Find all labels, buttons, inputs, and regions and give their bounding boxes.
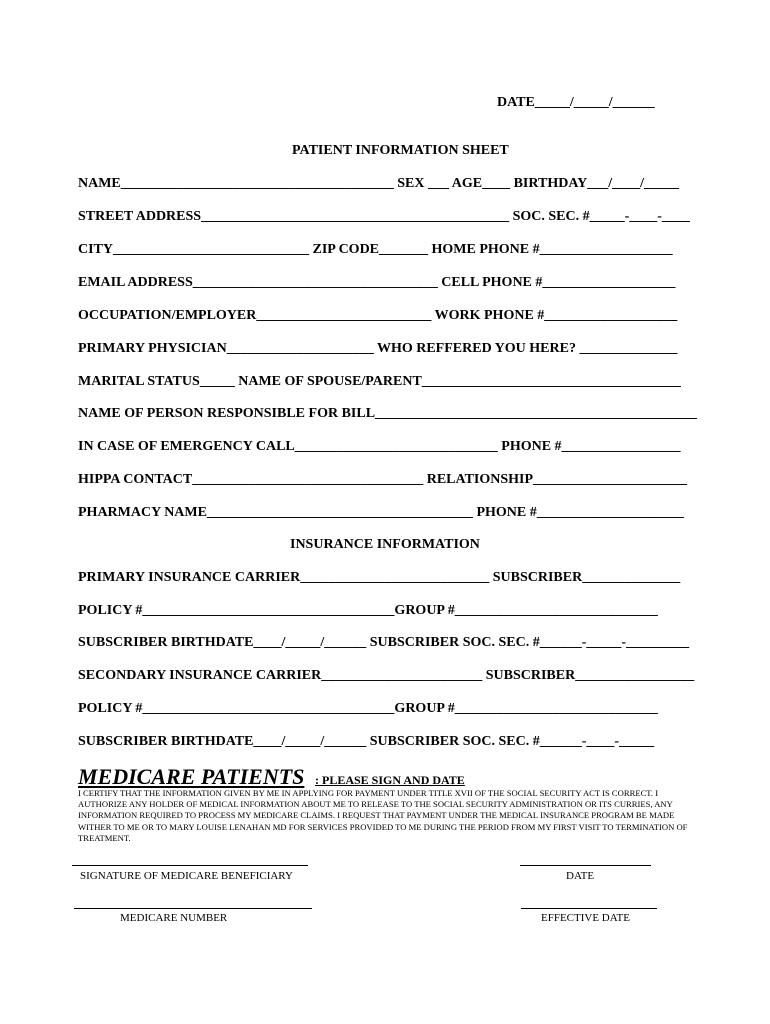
street-address-ssn-field[interactable]: STREET ADDRESS____________________________________________ SOC. SEC. #_____-____-____ <box>78 209 690 224</box>
responsible-party-field[interactable]: NAME OF PERSON RESPONSIBLE FOR BILL______________________________________________ <box>78 406 698 421</box>
physician-referral-field[interactable]: PRIMARY PHYSICIAN_____________________ WHO REFFERED YOU HERE? ______________ <box>78 341 678 356</box>
medicare-number-line[interactable] <box>74 908 312 909</box>
page-title: PATIENT INFORMATION SHEET <box>292 143 509 158</box>
certification-text: I CERTIFY THAT THE INFORMATION GIVEN BY ME IN APPLYING FOR PAYMENT UNDER TITLE XVII OF THE SOCIAL SECURITY ACT IS CORRECT. I AUTHORIZE ANY HOLDER OF MEDICAL INFORMATION ABOUT ME TO RELEASE TO THE SOCIAL SECURITY ADMINISTRATION OR ITS CURRIES, ANY INFORMATION REQUIRED TO PROCESS MY MEDICARE CLAIMS. I REQUEST THAT PAYMENT UNDER THE MEDICAL INSURANCE PROGRAM BE MADE WITHER TO ME OR TO MARY LOUISE LENAHAN MD FOR SERVICES PROVIDED TO ME DURING THE PERIOD FROM MY FIRST VISIT TO TERMINATION OF TREATMENT. <box>78 788 688 843</box>
occupation-work-phone-field[interactable]: OCCUPATION/EMPLOYER_________________________ WORK PHONE #___________________ <box>78 308 678 323</box>
effective-date-label: EFFECTIVE DATE <box>541 912 630 924</box>
name-sex-age-birthday-field[interactable]: NAME_______________________________________ SEX ___ AGE____ BIRTHDAY___/____/_____ <box>78 176 680 191</box>
signature-line[interactable] <box>72 865 308 866</box>
medicare-number-label: MEDICARE NUMBER <box>120 912 228 924</box>
medicare-subheading: : PLEASE SIGN AND DATE <box>315 773 465 787</box>
primary-carrier-field[interactable]: PRIMARY INSURANCE CARRIER___________________________ SUBSCRIBER______________ <box>78 570 681 585</box>
secondary-carrier-field[interactable]: SECONDARY INSURANCE CARRIER_______________________ SUBSCRIBER_________________ <box>78 668 695 683</box>
date-label: DATE <box>566 870 595 882</box>
effective-date-line[interactable] <box>521 908 657 909</box>
medicare-heading: MEDICARE PATIENTS <box>78 764 305 789</box>
secondary-subscriber-dob-ssn-field[interactable]: SUBSCRIBER BIRTHDATE____/_____/______ SUBSCRIBER SOC. SEC. #______-____-_____ <box>78 734 655 749</box>
pharmacy-field[interactable]: PHARMACY NAME______________________________________ PHONE #_____________________ <box>78 505 684 520</box>
emergency-contact-field[interactable]: IN CASE OF EMERGENCY CALL_____________________________ PHONE #_________________ <box>78 439 681 454</box>
date-field[interactable]: DATE_____/_____/______ <box>497 95 655 110</box>
signature-label: SIGNATURE OF MEDICARE BENEFICIARY <box>80 870 293 882</box>
email-cell-phone-field[interactable]: EMAIL ADDRESS___________________________________ CELL PHONE #___________________ <box>78 275 676 290</box>
secondary-policy-group-field[interactable]: POLICY #____________________________________GROUP #_____________________________ <box>78 701 658 716</box>
primary-subscriber-dob-ssn-field[interactable]: SUBSCRIBER BIRTHDATE____/_____/______ SUBSCRIBER SOC. SEC. #______-_____-_________ <box>78 635 690 650</box>
hippa-contact-field[interactable]: HIPPA CONTACT_________________________________ RELATIONSHIP______________________ <box>78 472 688 487</box>
insurance-heading: INSURANCE INFORMATION <box>290 537 480 552</box>
city-zip-home-phone-field[interactable]: CITY____________________________ ZIP CODE_______ HOME PHONE #___________________ <box>78 242 673 257</box>
primary-policy-group-field[interactable]: POLICY #____________________________________GROUP #_____________________________ <box>78 603 658 618</box>
marital-spouse-field[interactable]: MARITAL STATUS_____ NAME OF SPOUSE/PARENT_____________________________________ <box>78 374 681 389</box>
date-signature-line[interactable] <box>520 865 651 866</box>
